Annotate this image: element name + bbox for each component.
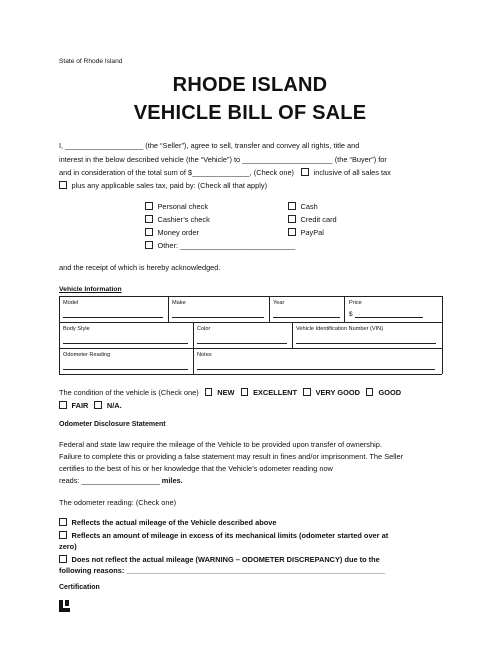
inclusive-tax-checkbox[interactable] (301, 168, 309, 176)
year-label: Year (273, 300, 285, 306)
divider-model-make (168, 296, 169, 322)
model-input[interactable] (63, 317, 163, 318)
intro-line-2: interest in the below described vehicle (the “Vehicle”) to ______________________ (the “Buyer”) for (59, 155, 387, 164)
odometer-option-3-cont: following reasons: _______________________________________________________________ (59, 566, 386, 575)
actual-mileage-checkbox[interactable] (59, 518, 67, 526)
condition-na-checkbox[interactable] (94, 401, 102, 409)
cash-label: Cash (300, 202, 318, 211)
condition-prefix: The condition of the vehicle is (Check one) (59, 388, 199, 397)
other-label: Other: ____________________________ (157, 241, 296, 250)
paypal-checkbox[interactable] (288, 228, 296, 236)
condition-good-checkbox[interactable] (366, 388, 374, 396)
condition-excellent-label: EXCELLENT (253, 388, 297, 397)
make-input[interactable] (172, 317, 264, 318)
reads-label: reads: ___________________ (59, 476, 160, 485)
condition-new-label: NEW (217, 388, 235, 397)
year-input[interactable] (273, 317, 340, 318)
notes-label: Notes (197, 352, 212, 358)
document-title-line1: RHODE ISLAND (172, 74, 328, 96)
body-style-label: Body Style (63, 326, 90, 332)
personal-check-checkbox[interactable] (145, 202, 153, 210)
document-title-line2: VEHICLE BILL OF SALE (133, 102, 367, 124)
disclosure-line-2: Failure to complete this or providing a false statement may result in fines and/or imprisonment. The Seller (59, 452, 404, 461)
condition-very-good-checkbox[interactable] (303, 388, 311, 396)
condition-fair-checkbox[interactable] (59, 401, 67, 409)
excess-mileage-label: Reflects an amount of mileage in excess of its mechanical limits (odometer started over at (71, 531, 389, 540)
divider-color-vin (292, 322, 293, 348)
odometer-option-2 (59, 531, 388, 541)
condition-line-1 (59, 388, 401, 398)
plus-sales-tax-label: plus any applicable sales tax, paid by: (Check all that apply) (71, 181, 268, 190)
price-label: Price (349, 300, 362, 306)
make-label: Make (172, 300, 186, 306)
receipt-text: and the receipt of which is hereby acknowledged. (59, 263, 221, 272)
condition-excellent-checkbox[interactable] (241, 388, 249, 396)
inclusive-tax-label: inclusive of all sales tax (313, 168, 391, 177)
other-checkbox[interactable] (145, 241, 153, 249)
excess-mileage-checkbox[interactable] (59, 531, 67, 539)
intro-line-3 (59, 168, 391, 178)
condition-fair-label: FAIR (71, 401, 89, 410)
table-left-border (59, 296, 60, 374)
vehicle-info-heading: Vehicle Information (59, 286, 122, 293)
legal-templates-logo-icon (59, 600, 71, 612)
odometer-option-3 (59, 555, 380, 565)
condition-line-2 (59, 401, 122, 411)
payment-paypal (288, 228, 324, 237)
model-label: Model (63, 300, 79, 306)
payment-cash (288, 202, 318, 211)
body-style-input[interactable] (63, 343, 188, 344)
cashiers-check-checkbox[interactable] (145, 215, 153, 223)
money-order-checkbox[interactable] (145, 228, 153, 236)
intro-line-4 (59, 181, 267, 191)
divider-body-color (193, 322, 194, 348)
credit-card-checkbox[interactable] (288, 215, 296, 223)
table-bottom-border (59, 374, 442, 375)
table-row1-border (59, 322, 442, 323)
personal-check-label: Personal check (157, 202, 209, 211)
color-input[interactable] (197, 343, 287, 344)
payment-personal-check (145, 202, 208, 211)
odometer-option-2-cont: zero) (59, 542, 77, 551)
paypal-label: PayPal (300, 228, 324, 237)
color-label: Color (197, 326, 211, 332)
table-right-border (442, 296, 443, 374)
money-order-label: Money order (157, 228, 199, 237)
table-top-border (59, 296, 442, 297)
cash-checkbox[interactable] (288, 202, 296, 210)
condition-new-checkbox[interactable] (205, 388, 213, 396)
disclosure-line-4 (59, 476, 183, 486)
table-row2-border (59, 348, 442, 349)
condition-na-label: N/A. (106, 401, 122, 410)
notes-input[interactable] (197, 369, 435, 370)
disclosure-line-1: Federal and state law require the mileage of the Vehicle to be provided upon transfer of ownership. (59, 440, 382, 449)
payment-other (145, 241, 295, 250)
price-input[interactable] (355, 317, 423, 318)
intro-line-3-text: and in consideration of the total sum of $______________, (Check one) (59, 168, 295, 177)
divider-year-price (344, 296, 345, 322)
disclosure-line-3: certifies to the best of his or her knowledge that the Vehicle’s odometer reading now (59, 464, 333, 473)
vin-label: Vehicle Identification Number (VIN) (296, 326, 384, 332)
plus-sales-tax-checkbox[interactable] (59, 181, 67, 189)
vin-input[interactable] (296, 343, 436, 344)
actual-mileage-label: Reflects the actual mileage of the Vehicle described above (71, 518, 277, 527)
payment-money-order (145, 228, 199, 237)
not-actual-mileage-checkbox[interactable] (59, 555, 67, 563)
intro-line-1: I, ___________________ (the “Seller”), agree to sell, transfer and convey all rights, title and (59, 141, 360, 150)
odometer-reading-prefix: The odometer reading: (Check one) (59, 498, 177, 507)
odometer-option-1 (59, 518, 276, 528)
price-currency: $ (349, 311, 353, 318)
divider-make-year (269, 296, 270, 322)
miles-label: miles. (161, 476, 183, 485)
condition-very-good-label: VERY GOOD (315, 388, 360, 397)
credit-card-label: Credit card (300, 215, 337, 224)
payment-cashiers-check (145, 215, 210, 224)
odometer-label: Odometer Reading (63, 352, 111, 358)
odometer-input[interactable] (63, 369, 188, 370)
divider-odometer-notes (193, 348, 194, 374)
certification-heading: Certification (59, 584, 100, 591)
payment-credit-card (288, 215, 337, 224)
condition-good-label: GOOD (378, 388, 402, 397)
state-label: State of Rhode Island (59, 58, 123, 65)
not-actual-mileage-label: Does not reflect the actual mileage (WARNING – ODOMETER DISCREPANCY) due to the (71, 555, 380, 564)
cashiers-check-label: Cashier’s check (157, 215, 210, 224)
odometer-disclosure-heading: Odometer Disclosure Statement (59, 421, 166, 428)
